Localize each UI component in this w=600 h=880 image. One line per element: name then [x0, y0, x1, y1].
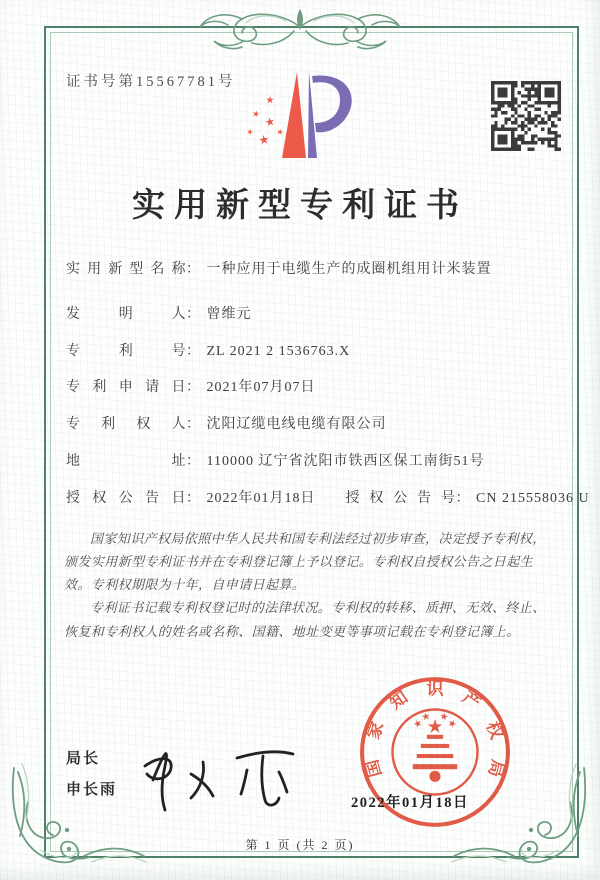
field-label: 专利申请日 — [66, 380, 186, 396]
field-colon: ： — [455, 490, 470, 506]
director-name: 申长雨 — [66, 782, 118, 798]
field-label: 实用新型名称 — [66, 262, 186, 277]
field-value: ZL 2021 2 1536763.X — [206, 343, 351, 359]
seal-char: 产 — [458, 687, 484, 713]
field-value: 沈阳辽缆电线电缆有限公司 — [206, 417, 387, 433]
certificate-title: 实用新型专利证书 — [132, 188, 468, 224]
field-list — [66, 258, 590, 524]
field-colon: ： — [186, 262, 201, 277]
field-label: 发明人 — [66, 306, 186, 322]
field-colon: ： — [186, 417, 201, 433]
grant-date-value: 2022年01月18日 — [206, 490, 316, 506]
field-label: 授权公告日 — [66, 490, 186, 506]
seal-char: 权 — [482, 719, 507, 742]
field-value: 2021年07月07日 — [206, 380, 316, 396]
field-colon: ： — [186, 490, 201, 506]
grant-number-value: CN 215558036 U — [476, 490, 590, 506]
field-label: 专利号 — [66, 343, 186, 359]
field-label: 地址 — [66, 453, 186, 469]
seal-char: 知 — [386, 687, 412, 713]
field-row-grant — [66, 487, 590, 524]
field-label: 授权公告号 — [345, 490, 456, 506]
field-value: 110000 辽宁省沈阳市铁西区保工南街51号 — [206, 453, 485, 469]
field-row-patentee — [66, 413, 560, 450]
field-colon: ： — [186, 380, 201, 396]
page-number: 第 1 页 (共 2 页) — [245, 838, 355, 852]
qr-code — [491, 81, 561, 151]
legal-text — [64, 527, 554, 643]
legal-paragraph-1: 国家知识产权局依照中华人民共和国专利法经过初步审查，决定授予专利权，颁发实用新型专利证书并在专利登记簿上予以登记。专利权自授权公告之日起生效。专利权期限为十年，自申请日起算。 — [64, 531, 546, 593]
grant-seal-date: 2022年01月18日 — [351, 795, 469, 811]
director-signature-icon — [125, 722, 320, 812]
seal-char: 局 — [484, 757, 508, 780]
director-title: 局长 — [66, 751, 101, 767]
field-value: 一种应用于电缆生产的成圈机组用计米装置 — [206, 262, 492, 277]
field-row-patent-number — [66, 340, 560, 377]
grant-date-group — [66, 487, 316, 524]
seal-char: 国 — [362, 757, 386, 780]
legal-paragraph-2: 专利证书记载专利权登记时的法律状况。专利权的转移、质押、无效、终止、恢复和专利权人的姓名或名称、国籍、地址变更等事项记载在专利登记簿上。 — [64, 600, 546, 639]
seal-char: 家 — [363, 719, 388, 742]
field-colon: ： — [186, 453, 201, 469]
seal-char: 识 — [426, 679, 444, 699]
field-value: 曾维元 — [206, 306, 252, 322]
flourish-top-icon — [190, 3, 410, 53]
director-block — [66, 744, 117, 806]
field-row-name — [66, 258, 560, 295]
field-colon: ： — [186, 306, 201, 322]
cnipa-logo-icon — [240, 66, 366, 162]
certificate-number: 证书号第15567781号 — [66, 74, 236, 90]
field-label: 专利权人 — [66, 417, 186, 433]
field-row-inventor — [66, 303, 560, 340]
field-colon: ： — [186, 343, 201, 359]
field-row-filing-date — [66, 376, 560, 413]
grant-number-group — [346, 487, 590, 524]
field-row-address — [66, 450, 560, 487]
